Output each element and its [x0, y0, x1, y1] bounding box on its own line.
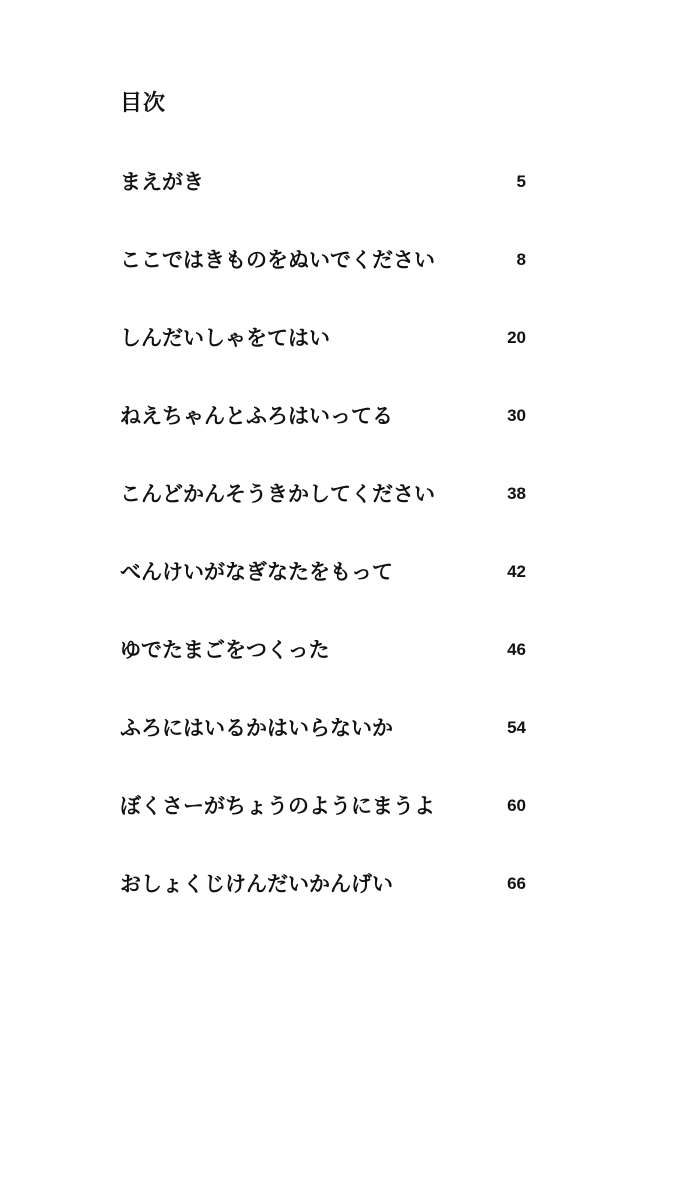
- toc-entry-title: おしょくじけんだいかんげい: [120, 872, 393, 896]
- toc-entry-page-number: 30: [507, 406, 526, 425]
- toc-entry-title: べんけいがなぎなたをもって: [120, 560, 393, 584]
- toc-entry-title: ねえちゃんとふろはいってる: [120, 404, 393, 428]
- toc-entry-title: しんだいしゃをてはい: [120, 326, 330, 350]
- toc-entry-title: こんどかんそうきかしてください: [120, 482, 435, 506]
- toc-entry[interactable]: [0, 166, 679, 244]
- toc-entry[interactable]: [0, 712, 679, 790]
- toc-entry[interactable]: [0, 478, 679, 556]
- toc-entry[interactable]: [0, 868, 679, 946]
- toc-entry[interactable]: [0, 244, 679, 322]
- toc-entry-page-number: 60: [507, 796, 526, 815]
- toc-entry-page-number: 54: [507, 718, 526, 737]
- toc-entry-page-number: 42: [507, 562, 526, 581]
- toc-entry-title: ここではきものをぬいでください: [120, 248, 435, 272]
- toc-entry-page-number: 5: [516, 172, 526, 191]
- toc-entry-page-number: 38: [507, 484, 526, 503]
- toc-entry[interactable]: [0, 790, 679, 868]
- toc-entry[interactable]: [0, 322, 679, 400]
- toc-entry-title: ぼくさーがちょうのようにまうよ: [120, 794, 435, 818]
- toc-entry-title: ふろにはいるかはいらないか: [120, 716, 393, 740]
- toc-entry[interactable]: [0, 634, 679, 712]
- toc-entry[interactable]: [0, 556, 679, 634]
- toc-entry[interactable]: [0, 400, 679, 478]
- toc-entry-title: ゆでたまごをつくった: [120, 638, 330, 662]
- toc-entry-page-number: 66: [507, 874, 526, 893]
- toc-entry-page-number: 8: [516, 250, 526, 269]
- toc-entry-title: まえがき: [120, 170, 204, 194]
- toc-heading: 目次: [120, 91, 167, 116]
- toc-entry-page-number: 46: [507, 640, 526, 659]
- toc-list: [0, 166, 679, 946]
- toc-entry-page-number: 20: [507, 328, 526, 347]
